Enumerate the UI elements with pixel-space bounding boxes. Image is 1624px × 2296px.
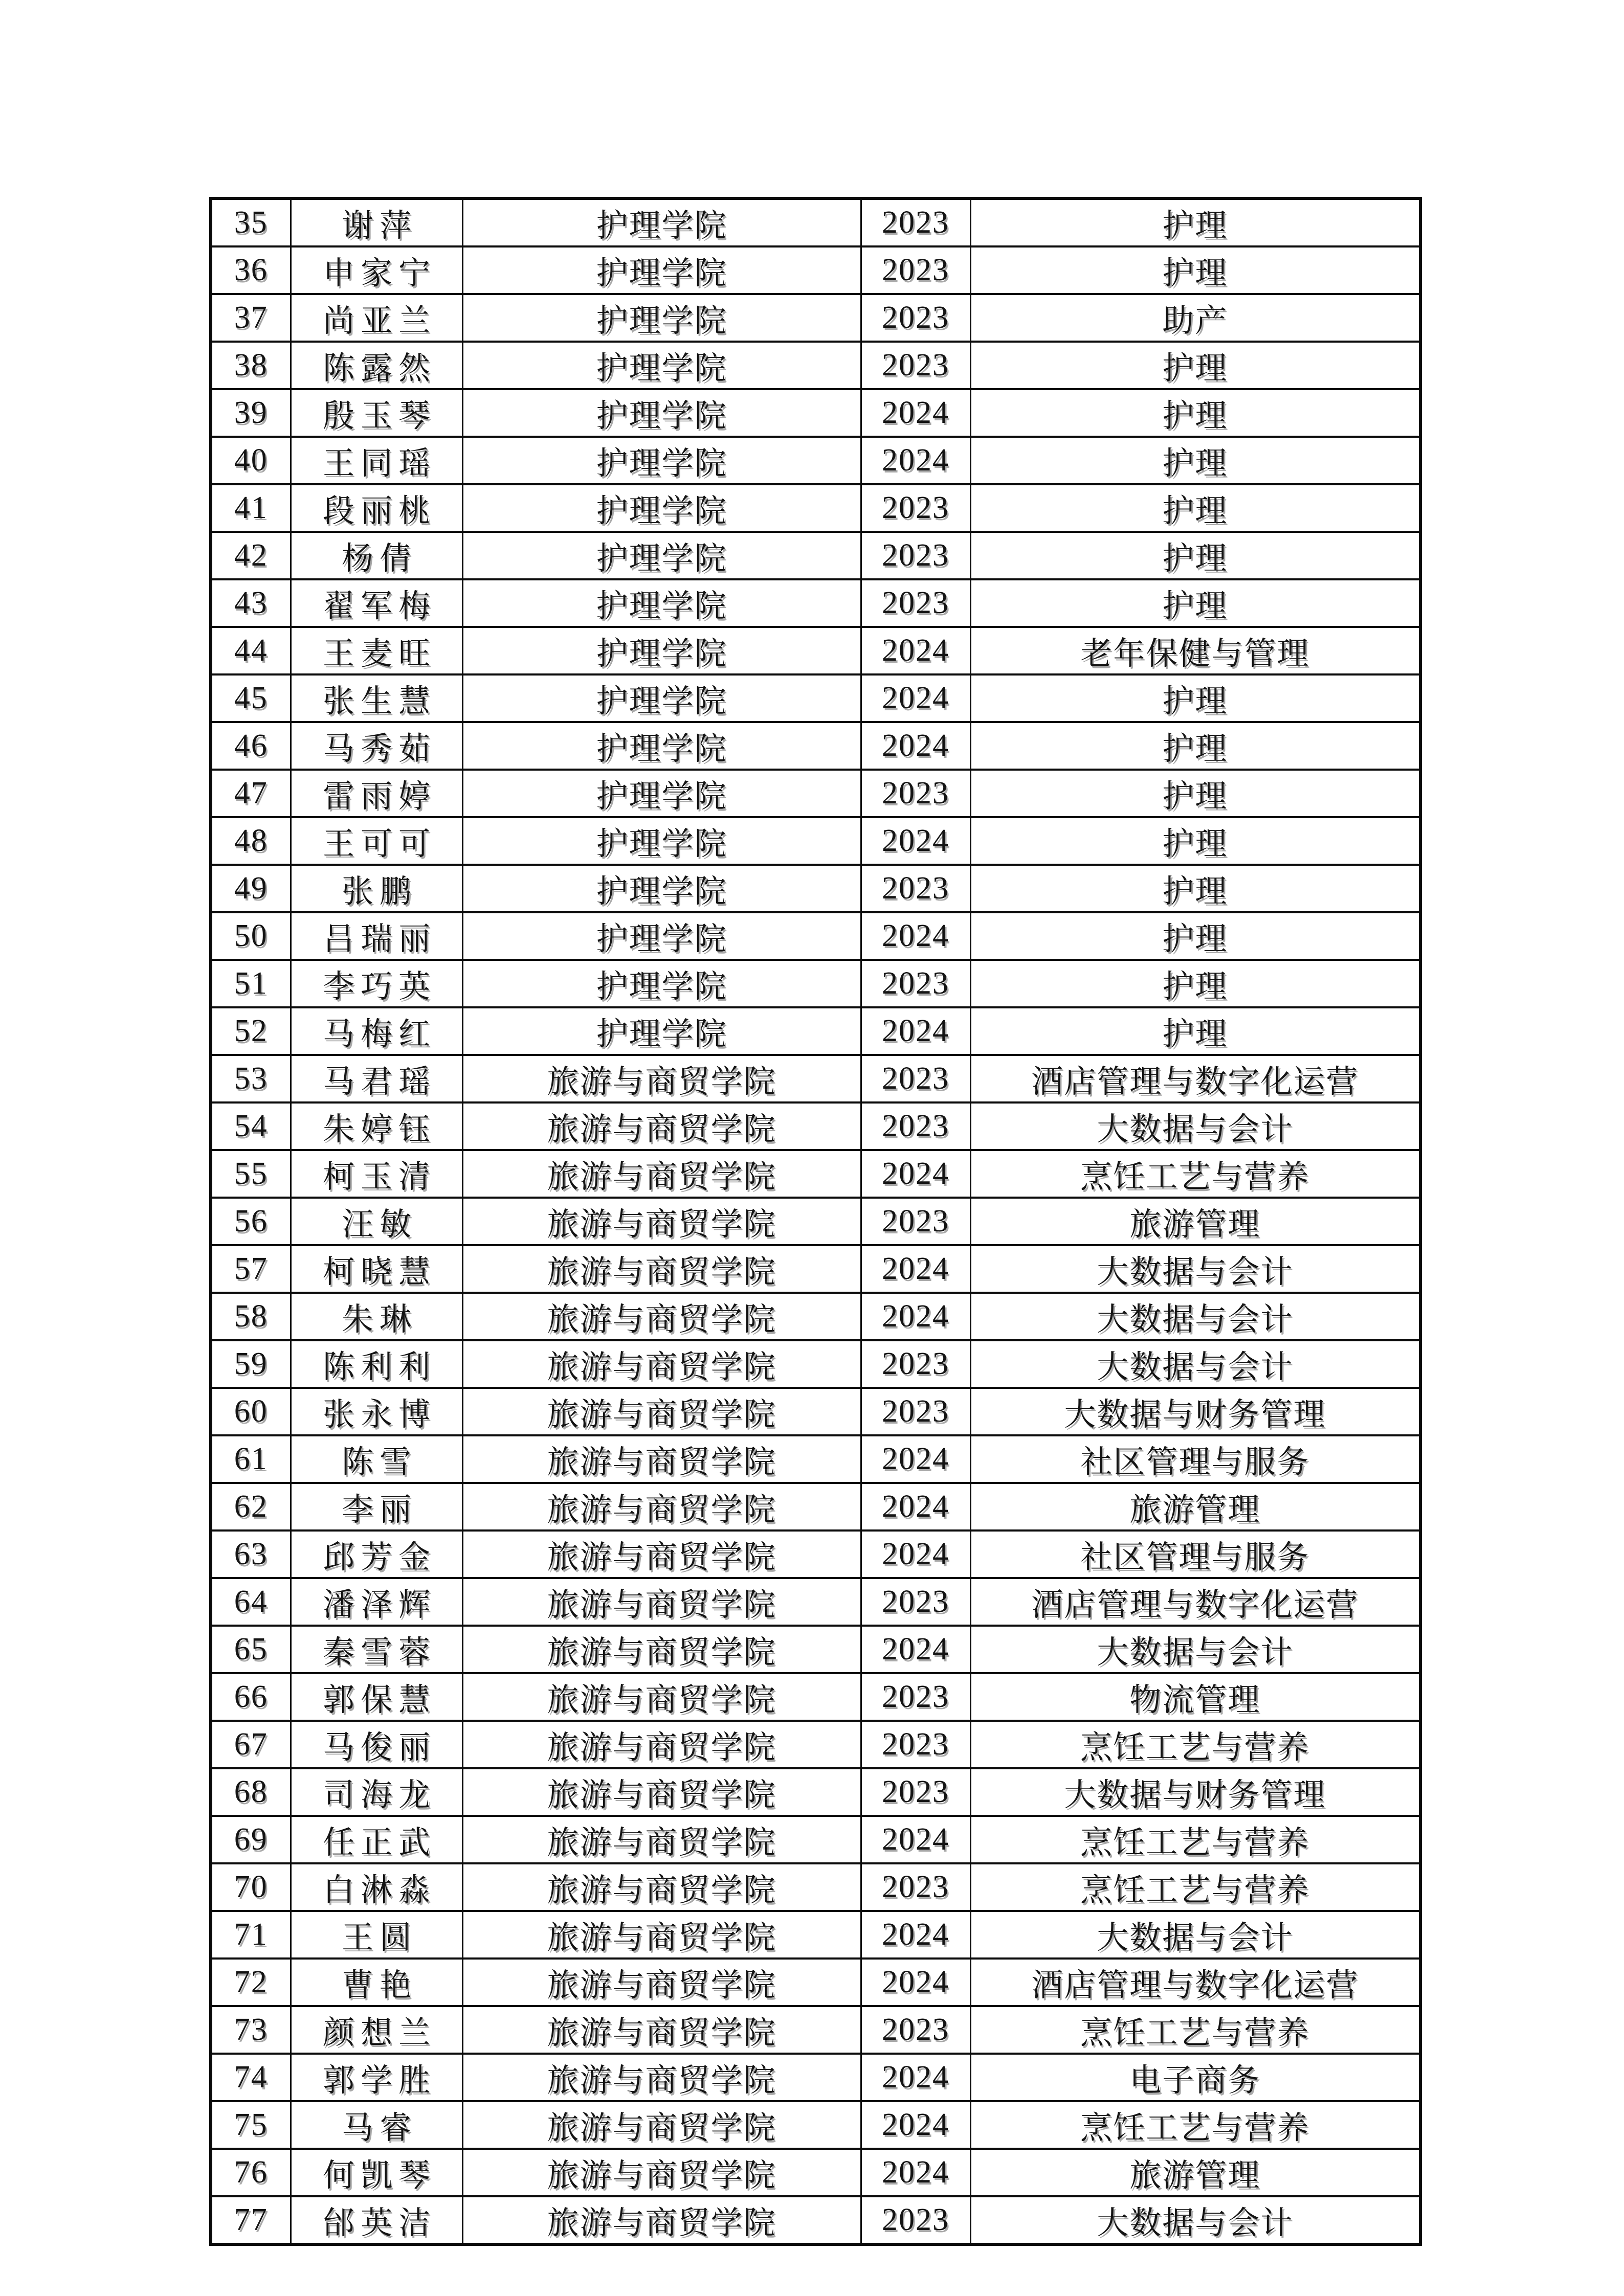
enrollment-year-cell: 2023 [861, 2196, 970, 2244]
row-number-cell: 77 [211, 2196, 291, 2244]
row-number-cell: 70 [211, 1863, 291, 1911]
college-cell: 旅游与商贸学院 [462, 1816, 861, 1863]
enrollment-year-cell: 2023 [861, 960, 970, 1007]
major-cell: 护理 [970, 198, 1420, 246]
college-cell: 护理学院 [462, 484, 861, 532]
student-name-cell: 秦雪蓉 [291, 1626, 462, 1673]
enrollment-year-cell: 2023 [861, 1102, 970, 1150]
table-row [211, 1388, 1420, 1435]
college-cell: 旅游与商贸学院 [462, 1293, 861, 1340]
enrollment-year-cell: 2024 [861, 674, 970, 722]
student-name-cell: 吕瑞丽 [291, 912, 462, 960]
major-cell: 社区管理与服务 [970, 1530, 1420, 1578]
row-number-cell: 73 [211, 2006, 291, 2054]
row-number-cell: 55 [211, 1150, 291, 1198]
major-cell: 社区管理与服务 [970, 1435, 1420, 1483]
student-name-cell: 任正武 [291, 1816, 462, 1863]
major-cell: 烹饪工艺与营养 [970, 2101, 1420, 2149]
row-number-cell: 46 [211, 722, 291, 770]
table-row [211, 1055, 1420, 1102]
major-cell: 护理 [970, 246, 1420, 294]
row-number-cell: 49 [211, 865, 291, 912]
enrollment-year-cell: 2023 [861, 532, 970, 579]
student-name-cell: 马睿 [291, 2101, 462, 2149]
student-name-cell: 谢萍 [291, 198, 462, 246]
major-cell: 旅游管理 [970, 1198, 1420, 1245]
row-number-cell: 51 [211, 960, 291, 1007]
row-number-cell: 39 [211, 389, 291, 437]
major-cell: 烹饪工艺与营养 [970, 1863, 1420, 1911]
college-cell: 旅游与商贸学院 [462, 1102, 861, 1150]
enrollment-year-cell: 2024 [861, 437, 970, 484]
table-row [211, 1578, 1420, 1626]
table-row [211, 1673, 1420, 1721]
college-cell: 护理学院 [462, 342, 861, 389]
major-cell: 烹饪工艺与营养 [970, 1816, 1420, 1863]
college-cell: 护理学院 [462, 246, 861, 294]
major-cell: 护理 [970, 579, 1420, 627]
row-number-cell: 56 [211, 1198, 291, 1245]
table-row [211, 1102, 1420, 1150]
major-cell: 护理 [970, 770, 1420, 817]
college-cell: 旅游与商贸学院 [462, 1055, 861, 1102]
college-cell: 护理学院 [462, 722, 861, 770]
major-cell: 护理 [970, 912, 1420, 960]
table-row [211, 1959, 1420, 2006]
row-number-cell: 35 [211, 198, 291, 246]
student-name-cell: 王麦旺 [291, 627, 462, 674]
college-cell: 护理学院 [462, 389, 861, 437]
table-row [211, 912, 1420, 960]
table-row [211, 1198, 1420, 1245]
college-cell: 旅游与商贸学院 [462, 1435, 861, 1483]
enrollment-year-cell: 2024 [861, 1816, 970, 1863]
student-name-cell: 朱琳 [291, 1293, 462, 1340]
college-cell: 护理学院 [462, 960, 861, 1007]
major-cell: 护理 [970, 817, 1420, 865]
college-cell: 旅游与商贸学院 [462, 1673, 861, 1721]
enrollment-year-cell: 2024 [861, 817, 970, 865]
table-row [211, 1721, 1420, 1768]
major-cell: 酒店管理与数字化运营 [970, 1055, 1420, 1102]
student-name-cell: 段丽桃 [291, 484, 462, 532]
row-number-cell: 75 [211, 2101, 291, 2149]
major-cell: 烹饪工艺与营养 [970, 1150, 1420, 1198]
row-number-cell: 63 [211, 1530, 291, 1578]
row-number-cell: 67 [211, 1721, 291, 1768]
college-cell: 旅游与商贸学院 [462, 2101, 861, 2149]
table-row [211, 1150, 1420, 1198]
college-cell: 旅游与商贸学院 [462, 2006, 861, 2054]
student-name-cell: 杨倩 [291, 532, 462, 579]
enrollment-year-cell: 2023 [861, 1578, 970, 1626]
college-cell: 护理学院 [462, 627, 861, 674]
row-number-cell: 60 [211, 1388, 291, 1435]
table-row [211, 1293, 1420, 1340]
student-name-cell: 柯晓慧 [291, 1245, 462, 1293]
college-cell: 旅游与商贸学院 [462, 1578, 861, 1626]
row-number-cell: 72 [211, 1959, 291, 2006]
row-number-cell: 68 [211, 1768, 291, 1816]
major-cell: 护理 [970, 484, 1420, 532]
enrollment-year-cell: 2023 [861, 342, 970, 389]
major-cell: 护理 [970, 437, 1420, 484]
college-cell: 旅游与商贸学院 [462, 1626, 861, 1673]
college-cell: 护理学院 [462, 198, 861, 246]
student-name-cell: 司海龙 [291, 1768, 462, 1816]
row-number-cell: 40 [211, 437, 291, 484]
student-name-cell: 尚亚兰 [291, 294, 462, 342]
college-cell: 旅游与商贸学院 [462, 1340, 861, 1388]
college-cell: 旅游与商贸学院 [462, 1483, 861, 1530]
enrollment-year-cell: 2024 [861, 1483, 970, 1530]
enrollment-year-cell: 2023 [861, 1863, 970, 1911]
student-name-cell: 郭学胜 [291, 2054, 462, 2101]
college-cell: 旅游与商贸学院 [462, 2196, 861, 2244]
table-row [211, 627, 1420, 674]
enrollment-year-cell: 2023 [861, 2006, 970, 2054]
row-number-cell: 62 [211, 1483, 291, 1530]
major-cell: 护理 [970, 865, 1420, 912]
row-number-cell: 54 [211, 1102, 291, 1150]
college-cell: 旅游与商贸学院 [462, 2149, 861, 2196]
row-number-cell: 47 [211, 770, 291, 817]
major-cell: 大数据与会计 [970, 1626, 1420, 1673]
enrollment-year-cell: 2023 [861, 579, 970, 627]
table-row [211, 1007, 1420, 1055]
table-row [211, 1340, 1420, 1388]
major-cell: 护理 [970, 1007, 1420, 1055]
student-name-cell: 马秀茹 [291, 722, 462, 770]
row-number-cell: 44 [211, 627, 291, 674]
college-cell: 护理学院 [462, 865, 861, 912]
enrollment-year-cell: 2024 [861, 2054, 970, 2101]
major-cell: 护理 [970, 532, 1420, 579]
row-number-cell: 37 [211, 294, 291, 342]
table-row [211, 1911, 1420, 1959]
major-cell: 护理 [970, 722, 1420, 770]
row-number-cell: 41 [211, 484, 291, 532]
row-number-cell: 66 [211, 1673, 291, 1721]
enrollment-year-cell: 2024 [861, 2101, 970, 2149]
college-cell: 护理学院 [462, 294, 861, 342]
college-cell: 旅游与商贸学院 [462, 1911, 861, 1959]
table-row [211, 1626, 1420, 1673]
table-row [211, 1530, 1420, 1578]
row-number-cell: 65 [211, 1626, 291, 1673]
major-cell: 烹饪工艺与营养 [970, 1721, 1420, 1768]
table-row [211, 2101, 1420, 2149]
enrollment-year-cell: 2024 [861, 1911, 970, 1959]
student-name-cell: 申家宁 [291, 246, 462, 294]
row-number-cell: 61 [211, 1435, 291, 1483]
enrollment-year-cell: 2024 [861, 2149, 970, 2196]
major-cell: 大数据与会计 [970, 1340, 1420, 1388]
enrollment-year-cell: 2024 [861, 1245, 970, 1293]
student-name-cell: 李巧英 [291, 960, 462, 1007]
row-number-cell: 52 [211, 1007, 291, 1055]
student-name-cell: 潘泽辉 [291, 1578, 462, 1626]
student-roster-table [209, 197, 1422, 2246]
table-row [211, 198, 1420, 246]
row-number-cell: 48 [211, 817, 291, 865]
table-row [211, 532, 1420, 579]
major-cell: 大数据与会计 [970, 2196, 1420, 2244]
enrollment-year-cell: 2024 [861, 1435, 970, 1483]
college-cell: 旅游与商贸学院 [462, 1198, 861, 1245]
student-name-cell: 邰英洁 [291, 2196, 462, 2244]
enrollment-year-cell: 2024 [861, 912, 970, 960]
row-number-cell: 36 [211, 246, 291, 294]
enrollment-year-cell: 2024 [861, 1150, 970, 1198]
major-cell: 护理 [970, 960, 1420, 1007]
table-row [211, 1245, 1420, 1293]
major-cell: 酒店管理与数字化运营 [970, 1959, 1420, 2006]
college-cell: 旅游与商贸学院 [462, 1388, 861, 1435]
row-number-cell: 57 [211, 1245, 291, 1293]
student-name-cell: 陈利利 [291, 1340, 462, 1388]
major-cell: 大数据与会计 [970, 1102, 1420, 1150]
student-name-cell: 颜想兰 [291, 2006, 462, 2054]
major-cell: 大数据与财务管理 [970, 1768, 1420, 1816]
student-name-cell: 王圆 [291, 1911, 462, 1959]
enrollment-year-cell: 2024 [861, 722, 970, 770]
college-cell: 旅游与商贸学院 [462, 2054, 861, 2101]
table-row [211, 294, 1420, 342]
enrollment-year-cell: 2023 [861, 1055, 970, 1102]
table-row [211, 1768, 1420, 1816]
college-cell: 护理学院 [462, 674, 861, 722]
table-row [211, 722, 1420, 770]
student-name-cell: 李丽 [291, 1483, 462, 1530]
major-cell: 大数据与会计 [970, 1911, 1420, 1959]
enrollment-year-cell: 2024 [861, 1626, 970, 1673]
student-name-cell: 翟军梅 [291, 579, 462, 627]
college-cell: 旅游与商贸学院 [462, 1721, 861, 1768]
college-cell: 旅游与商贸学院 [462, 1150, 861, 1198]
student-name-cell: 朱婷钰 [291, 1102, 462, 1150]
roster-body [211, 198, 1420, 2244]
row-number-cell: 42 [211, 532, 291, 579]
table-row [211, 484, 1420, 532]
student-name-cell: 邱芳金 [291, 1530, 462, 1578]
student-name-cell: 马君瑶 [291, 1055, 462, 1102]
major-cell: 物流管理 [970, 1673, 1420, 1721]
student-name-cell: 张生慧 [291, 674, 462, 722]
row-number-cell: 76 [211, 2149, 291, 2196]
student-name-cell: 曹艳 [291, 1959, 462, 2006]
student-name-cell: 王同瑶 [291, 437, 462, 484]
enrollment-year-cell: 2024 [861, 1530, 970, 1578]
student-name-cell: 王可可 [291, 817, 462, 865]
row-number-cell: 71 [211, 1911, 291, 1959]
table-row [211, 817, 1420, 865]
table-row [211, 246, 1420, 294]
student-name-cell: 汪敏 [291, 1198, 462, 1245]
college-cell: 护理学院 [462, 817, 861, 865]
row-number-cell: 64 [211, 1578, 291, 1626]
student-name-cell: 马梅红 [291, 1007, 462, 1055]
college-cell: 旅游与商贸学院 [462, 1863, 861, 1911]
student-name-cell: 殷玉琴 [291, 389, 462, 437]
enrollment-year-cell: 2023 [861, 865, 970, 912]
college-cell: 旅游与商贸学院 [462, 1530, 861, 1578]
major-cell: 酒店管理与数字化运营 [970, 1578, 1420, 1626]
major-cell: 大数据与财务管理 [970, 1388, 1420, 1435]
college-cell: 护理学院 [462, 770, 861, 817]
major-cell: 烹饪工艺与营养 [970, 2006, 1420, 2054]
student-name-cell: 张永博 [291, 1388, 462, 1435]
enrollment-year-cell: 2024 [861, 389, 970, 437]
row-number-cell: 74 [211, 2054, 291, 2101]
student-name-cell: 马俊丽 [291, 1721, 462, 1768]
row-number-cell: 43 [211, 579, 291, 627]
table-row [211, 865, 1420, 912]
enrollment-year-cell: 2023 [861, 484, 970, 532]
row-number-cell: 69 [211, 1816, 291, 1863]
student-name-cell: 柯玉清 [291, 1150, 462, 1198]
student-name-cell: 雷雨婷 [291, 770, 462, 817]
table-row [211, 1816, 1420, 1863]
major-cell: 旅游管理 [970, 2149, 1420, 2196]
student-name-cell: 陈露然 [291, 342, 462, 389]
enrollment-year-cell: 2023 [861, 1768, 970, 1816]
student-name-cell: 何凯琴 [291, 2149, 462, 2196]
row-number-cell: 59 [211, 1340, 291, 1388]
table-row [211, 2196, 1420, 2244]
enrollment-year-cell: 2023 [861, 1388, 970, 1435]
table-row [211, 2054, 1420, 2101]
enrollment-year-cell: 2023 [861, 1721, 970, 1768]
student-name-cell: 陈雪 [291, 1435, 462, 1483]
major-cell: 护理 [970, 342, 1420, 389]
enrollment-year-cell: 2023 [861, 294, 970, 342]
college-cell: 护理学院 [462, 437, 861, 484]
table-row [211, 1863, 1420, 1911]
college-cell: 护理学院 [462, 912, 861, 960]
row-number-cell: 38 [211, 342, 291, 389]
major-cell: 旅游管理 [970, 1483, 1420, 1530]
student-name-cell: 张鹏 [291, 865, 462, 912]
major-cell: 大数据与会计 [970, 1293, 1420, 1340]
college-cell: 旅游与商贸学院 [462, 1245, 861, 1293]
enrollment-year-cell: 2023 [861, 1198, 970, 1245]
row-number-cell: 50 [211, 912, 291, 960]
row-number-cell: 58 [211, 1293, 291, 1340]
college-cell: 旅游与商贸学院 [462, 1768, 861, 1816]
enrollment-year-cell: 2024 [861, 1007, 970, 1055]
major-cell: 老年保健与管理 [970, 627, 1420, 674]
table-row [211, 579, 1420, 627]
row-number-cell: 53 [211, 1055, 291, 1102]
major-cell: 护理 [970, 389, 1420, 437]
table-row [211, 960, 1420, 1007]
college-cell: 护理学院 [462, 532, 861, 579]
table-row [211, 437, 1420, 484]
row-number-cell: 45 [211, 674, 291, 722]
enrollment-year-cell: 2023 [861, 1673, 970, 1721]
table-row [211, 1483, 1420, 1530]
college-cell: 护理学院 [462, 1007, 861, 1055]
table-row [211, 674, 1420, 722]
enrollment-year-cell: 2023 [861, 246, 970, 294]
major-cell: 护理 [970, 674, 1420, 722]
major-cell: 电子商务 [970, 2054, 1420, 2101]
enrollment-year-cell: 2024 [861, 1959, 970, 2006]
table-row [211, 1435, 1420, 1483]
table-row [211, 2006, 1420, 2054]
major-cell: 大数据与会计 [970, 1245, 1420, 1293]
student-name-cell: 郭保慧 [291, 1673, 462, 1721]
enrollment-year-cell: 2023 [861, 1340, 970, 1388]
table-row [211, 389, 1420, 437]
major-cell: 助产 [970, 294, 1420, 342]
enrollment-year-cell: 2024 [861, 627, 970, 674]
table-row [211, 342, 1420, 389]
enrollment-year-cell: 2024 [861, 1293, 970, 1340]
table-row [211, 2149, 1420, 2196]
college-cell: 护理学院 [462, 579, 861, 627]
student-name-cell: 白淋淼 [291, 1863, 462, 1911]
college-cell: 旅游与商贸学院 [462, 1959, 861, 2006]
enrollment-year-cell: 2023 [861, 770, 970, 817]
table-row [211, 770, 1420, 817]
enrollment-year-cell: 2023 [861, 198, 970, 246]
